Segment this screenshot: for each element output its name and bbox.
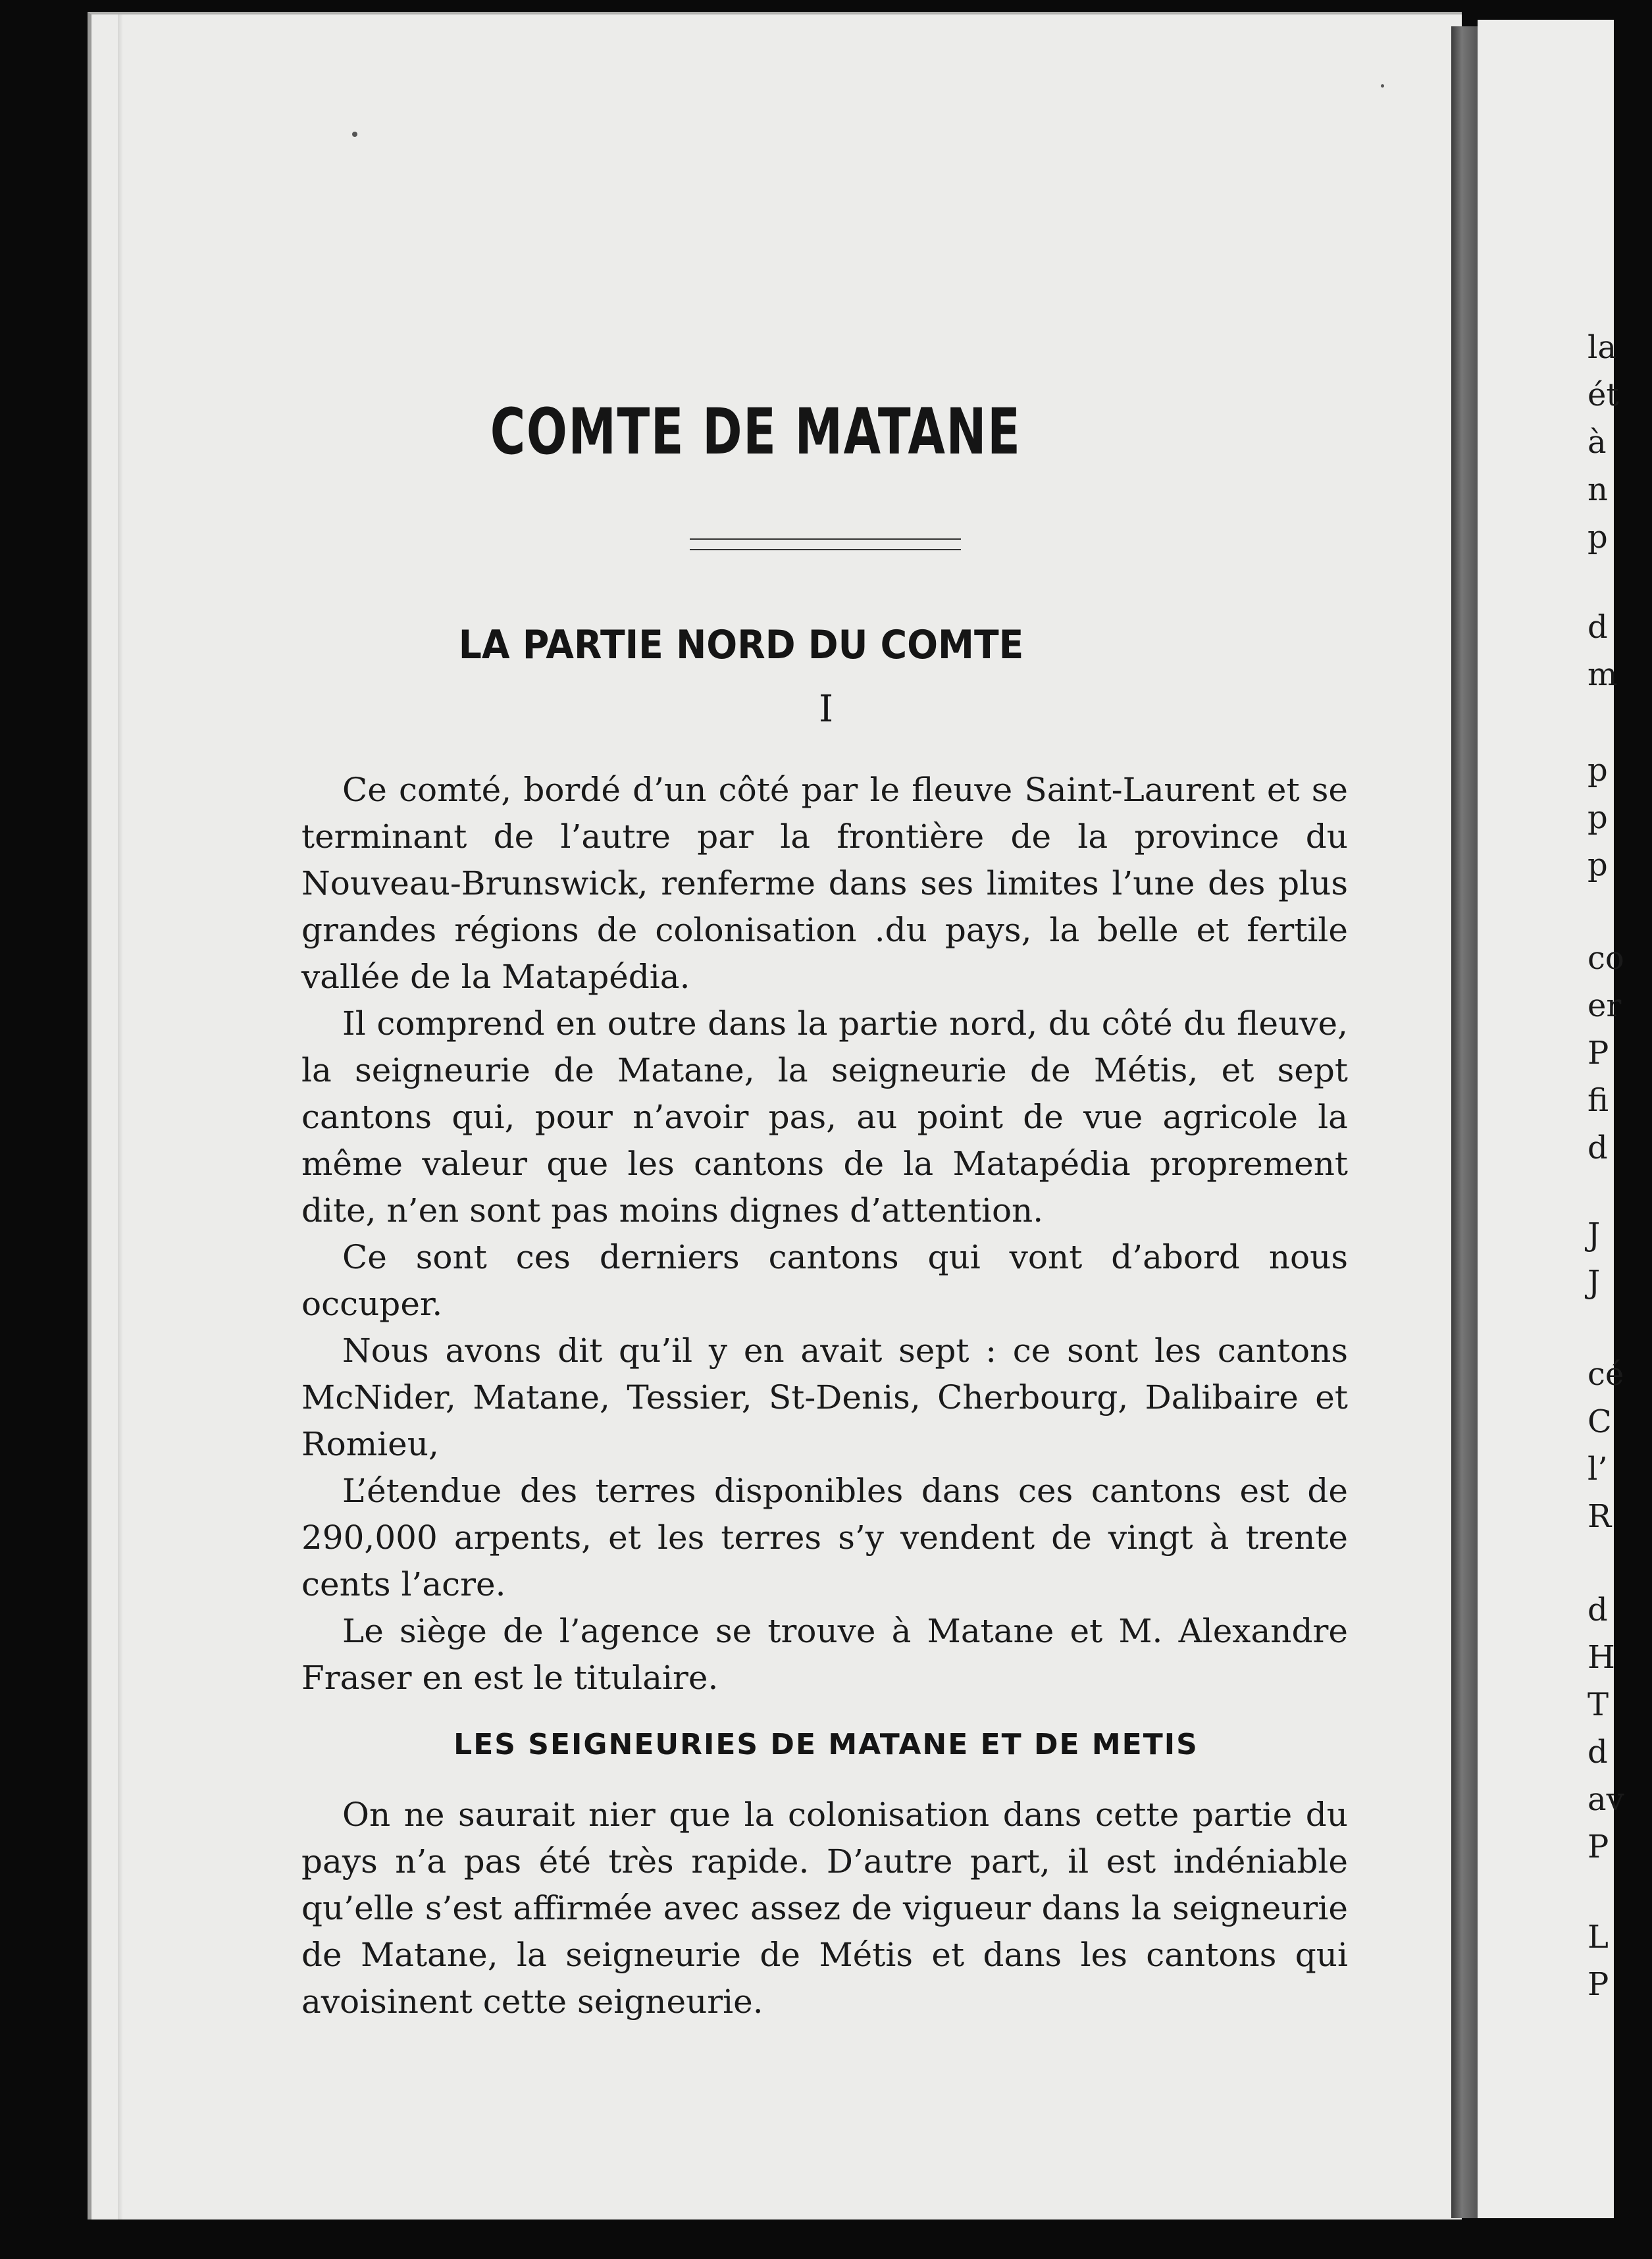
margin-fragment: P bbox=[1587, 1035, 1609, 1072]
margin-fragment: P bbox=[1587, 1966, 1609, 2003]
paragraph: Ce comté, bordé d’un côté par le fleuve Saint-Laurent et se terminant de l’autre par la frontière de la province du Nouveau-Brunswick, renferme dans ses limites l’une des plus grandes régions de colonisation .du pays, la belle et fertile vallée de la Matapédia. bbox=[301, 771, 1348, 996]
paragraph: On ne saurait nier que la colonisation dans cette partie du pays n’a pas été très rapide. D’autre part, il est indéniable qu’elle s’est affirmée avec assez de vigueur dans la seigneurie de Matane, la seigneurie de Métis et dans les cantons qui avoisinent cette seigneurie. bbox=[301, 1796, 1348, 2021]
margin-fragment: p bbox=[1587, 519, 1608, 556]
title-rule-bottom bbox=[690, 549, 961, 550]
page-title: COMTE DE MATANE bbox=[490, 395, 1021, 469]
margin-fragment: R bbox=[1587, 1498, 1612, 1535]
book-gutter bbox=[1451, 26, 1478, 2218]
margin-fragment: p bbox=[1587, 799, 1608, 836]
margin-fragment: la bbox=[1587, 329, 1616, 366]
margin-fragment: d bbox=[1587, 1734, 1608, 1771]
subheading: LES SEIGNEURIES DE MATANE ET DE METIS bbox=[453, 1728, 1199, 1761]
margin-fragment: J bbox=[1587, 1216, 1601, 1253]
margin-fragment: co bbox=[1587, 940, 1624, 977]
margin-fragment: H bbox=[1587, 1639, 1615, 1676]
body-text-part-2 bbox=[301, 1792, 1348, 2025]
margin-fragment: ét bbox=[1587, 376, 1619, 413]
margin-fragment: l’ bbox=[1587, 1451, 1608, 1488]
margin-fragment: cé bbox=[1587, 1356, 1624, 1393]
margin-fragment: m bbox=[1587, 656, 1618, 693]
margin-fragment: p bbox=[1587, 752, 1608, 789]
margin-fragment: n bbox=[1587, 471, 1608, 508]
margin-fragment: d bbox=[1587, 609, 1608, 646]
margin-fragment: P bbox=[1587, 1829, 1609, 1865]
paragraph: Le siège de l’agence se trouve à Matane et M. Alexandre Fraser en est le titulaire. bbox=[301, 1612, 1348, 1697]
margin-fragment: L bbox=[1587, 1919, 1609, 1956]
margin-fragment: er bbox=[1587, 987, 1622, 1024]
paragraph: Il comprend en outre dans la partie nord, du côté du fleuve, la seigneurie de Matane, la seigneurie de Métis, et sept cantons qui, pour n’avoir pas, au point de vue agricole la même valeur que les cantons de la Matapédia proprement dite, n’en sont pas moins dignes d’attention. bbox=[301, 1004, 1348, 1230]
paragraph: Nous avons dit qu’il y en avait sept : ce sont les cantons McNider, Matane, Tessier, St-Denis, Cherbourg, Dalibaire et Romieu, bbox=[301, 1332, 1348, 1463]
margin-fragment: d bbox=[1587, 1130, 1608, 1166]
paragraph: L’étendue des terres disponibles dans ces cantons est de 290,000 arpents, et les terres s’y vendent de vingt à trente cents l’acre. bbox=[301, 1472, 1348, 1603]
margin-fragment: J bbox=[1587, 1264, 1601, 1301]
margin-fragment: T bbox=[1587, 1686, 1609, 1723]
margin-fragment: à bbox=[1587, 424, 1607, 461]
paragraph: Ce sont ces derniers cantons qui vont d’abord nous occuper. bbox=[301, 1238, 1348, 1323]
section-title: LA PARTIE NORD DU COMTE bbox=[458, 622, 1024, 668]
margin-fragment: p bbox=[1587, 846, 1608, 883]
margin-fragment: C bbox=[1587, 1403, 1612, 1440]
margin-fragment: fi bbox=[1587, 1082, 1609, 1119]
margin-fragment: d bbox=[1587, 1592, 1608, 1628]
title-rule-top bbox=[690, 538, 961, 540]
dust-speck bbox=[1381, 84, 1384, 88]
section-number: I bbox=[818, 688, 834, 731]
body-text-part-1 bbox=[301, 767, 1348, 1701]
dust-speck bbox=[352, 132, 357, 137]
margin-fragment: av bbox=[1587, 1781, 1624, 1818]
